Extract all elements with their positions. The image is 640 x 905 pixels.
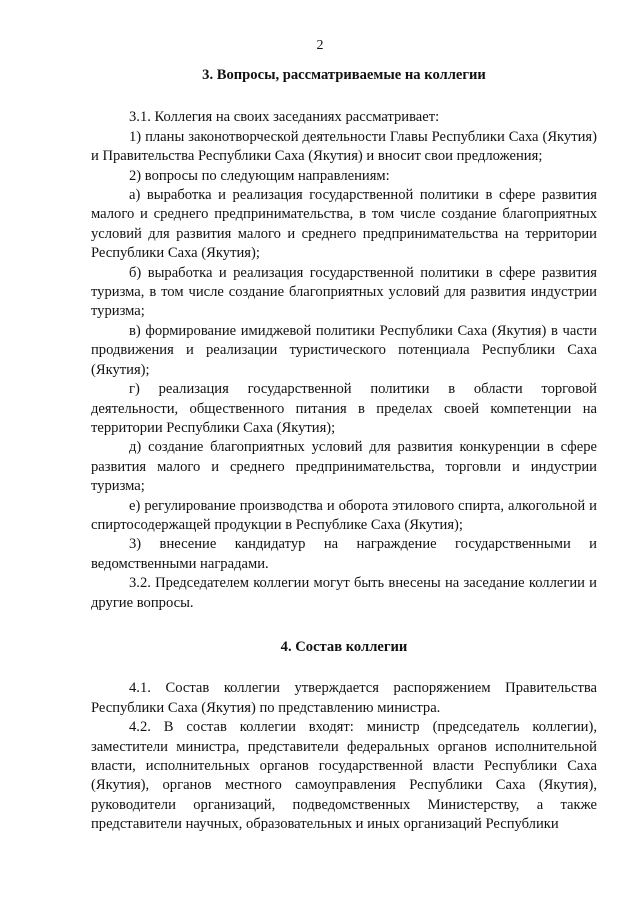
section-3-heading: 3. Вопросы, рассматриваемые на коллегии <box>202 67 486 83</box>
section-4-body <box>91 679 597 834</box>
page-number: 2 <box>316 38 324 53</box>
paragraph-3-1: 3.1. Коллегия на своих заседаниях рассматривает: <box>129 109 440 126</box>
document-body <box>91 66 597 835</box>
paragraph-3-1-item-2d: д) создание благоприятных условий для развития конкуренции в сфере развития малого и среднего предпринимательства, торговли и индустрии туризма; <box>91 439 597 495</box>
section-4-heading: 4. Состав коллегии <box>280 638 408 655</box>
section-3-body <box>91 108 597 613</box>
paragraph-3-1-item-2v: в) формирование имиджевой политики Республики Саха (Якутия) в части продвижения и реализации туристического потенциала Республики Саха (Якутия); <box>91 322 597 378</box>
paragraph-3-1-item-2e: е) регулирование производства и оборота этилового спирта, алкогольной и спиртосодержащей продукции в Республике Саха (Якутия); <box>91 497 597 533</box>
paragraph-3-1-item-2: 2) вопросы по следующим направлениям: <box>129 167 390 184</box>
paragraph-3-1-item-1: 1) планы законотворческой деятельности Главы Республики Саха (Якутия) и Правительства Республики Саха (Якутия) и вносит свои предложения; <box>91 128 597 165</box>
paragraph-3-1-item-2g: г) реализация государственной политики в области торговой деятельности, общественного питания в пределах своей компетенции на территории Республики Саха (Якутия); <box>91 381 597 436</box>
paragraph-3-1-item-2a: а) выработка и реализация государственной политики в сфере развития малого и среднего предпринимательства, в том числе создание благоприятных условий для развития малого и среднего предпринимательства на территории Республики Саха (Якутия); <box>91 187 597 262</box>
paragraph-4-2: 4.2. В состав коллегии входят: министр (председатель коллегии), заместители министра, представители федеральных органов исполнительной власти, исполнительных органов государственной власти Республики Саха (Якутия), органов местного самоуправления Республики Саха (Якутия), руководители организаций, подведомственных Министерству, а также представители научных, образовательных и иных организаций Республики <box>91 719 597 833</box>
paragraph-3-1-item-2b: б) выработка и реализация государственной политики в сфере развития туризма, в том числе создание благоприятных условий для развития индустрии туризма; <box>91 264 597 320</box>
paragraph-3-1-item-3: 3) внесение кандидатур на награждение государственными и ведомственными наградами. <box>91 536 597 572</box>
paragraph-3-2: 3.2. Председателем коллегии могут быть внесены на заседание коллегии и другие вопросы. <box>91 575 597 611</box>
paragraph-4-1: 4.1. Состав коллегии утверждается распоряжением Правительства Республики Саха (Якутия) по представлению министра. <box>91 680 597 716</box>
